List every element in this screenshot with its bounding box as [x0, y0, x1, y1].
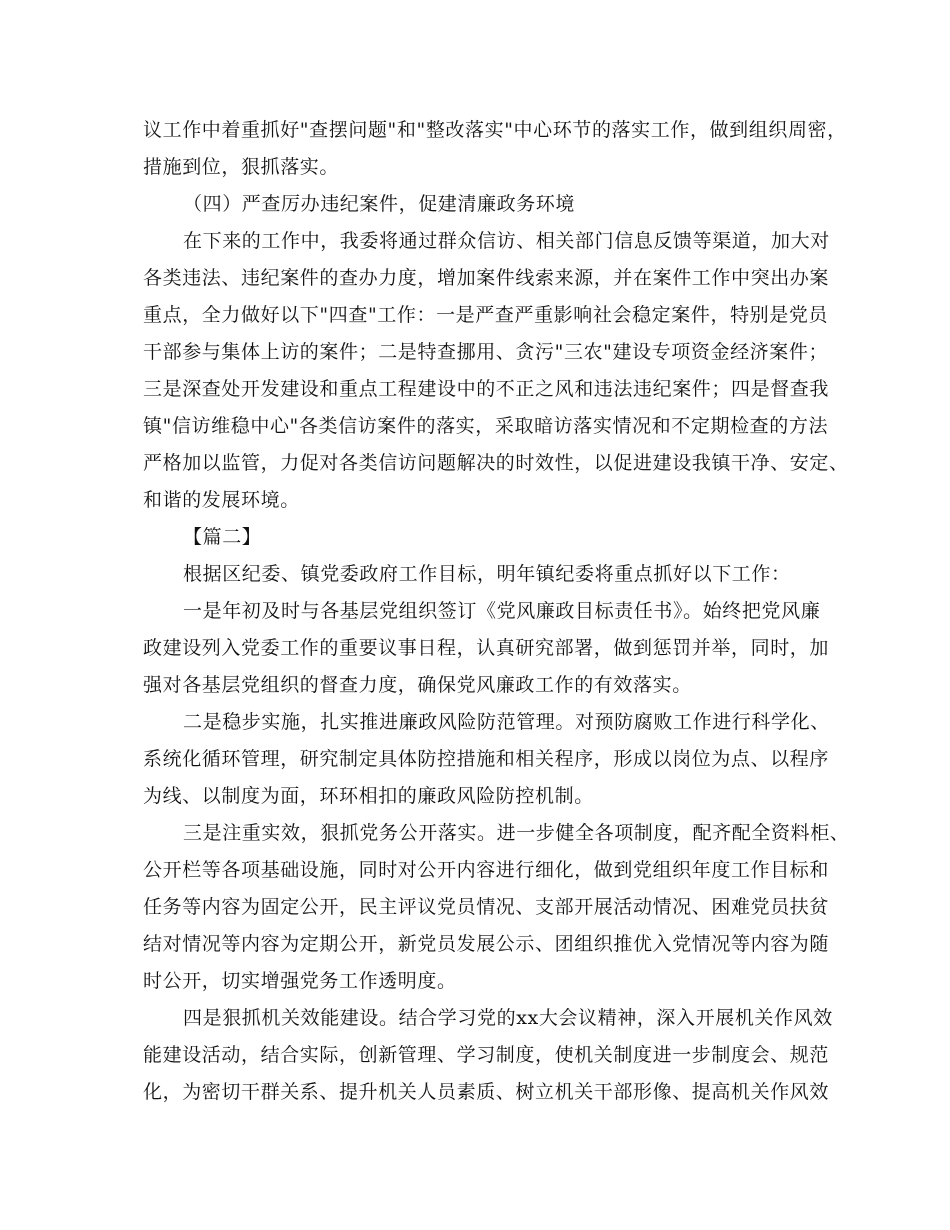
text-line: 镇"信访维稳中心"各类信访案件的落实，采取暗访落实情况和不定期检查的方法 — [143, 415, 829, 437]
text-line: 任务等内容为固定公开，民主评议党员情况、支部开展活动情况、困难党员扶贫 — [143, 896, 830, 918]
text-line: 在下来的工作中，我委将通过群众信访、相关部门信息反馈等渠道，加大对 — [183, 230, 830, 252]
text-line: 议工作中着重抓好"查摆问题"和"整改落实"中心环节的落实工作，做到组织周密， — [143, 119, 847, 141]
text-line: 二是稳步实施，扎实推进廉政风险防范管理。对预防腐败工作进行科学化、 — [183, 711, 830, 733]
text-line: 系统化循环管理，研究制定具体防控措施和相关程序，形成以岗位为点、以程序 — [143, 748, 830, 770]
text-line: 公开栏等各项基础设施，同时对公开内容进行细化，做到党组织年度工作目标和 — [143, 859, 830, 881]
text-line: 一是年初及时与各基层党组织签订《党风廉政目标责任书》。始终把党风廉 — [183, 600, 821, 622]
text-line: 严格加以监管，力促对各类信访问题解决的时效性，以促进建设我镇干净、安定、 — [143, 452, 849, 474]
text-line: 政建设列入党委工作的重要议事日程，认真研究部署，做到惩罚并举，同时，加 — [143, 637, 830, 659]
text-line: 化，为密切干群关系、提升机关人员素质、树立机关干部形像、提高机关作风效 — [143, 1081, 830, 1103]
text-line: 各类违法、违纪案件的查办力度，增加案件线索来源，并在案件工作中突出办案 — [143, 267, 830, 289]
document-body — [143, 112, 850, 1111]
text-line: 为线、以制度为面，环环相扣的廉政风险防控机制。 — [143, 785, 594, 807]
text-line: 根据区纪委、镇党委政府工作目标，明年镇纪委将重点抓好以下工作： — [183, 563, 791, 585]
text-line: 时公开，切实增强党务工作透明度。 — [143, 970, 457, 992]
text-line: 重点，全力做好以下"四查"工作：一是严查严重影响社会稳定案件，特别是党员 — [143, 304, 829, 326]
section-heading: （四）严查厉办违纪案件，促建清廉政务环境 — [183, 193, 576, 215]
text-line: 结对情况等内容为定期公开，新党员发展公示、团组织推优入党情况等内容为随 — [143, 933, 830, 955]
text-line: 措施到位，狠抓落实。 — [143, 156, 340, 178]
section-heading: 【篇二】 — [183, 526, 262, 548]
text-line: 能建设活动，结合实际，创新管理、学习制度，使机关制度进一步制度会、规范 — [143, 1044, 830, 1066]
text-line: 强对各基层党组织的督查力度，确保党风廉政工作的有效落实。 — [143, 674, 692, 696]
text-line: 和谐的发展环境。 — [143, 489, 300, 511]
text-line: 三是注重实效，狠抓党务公开落实。进一步健全各项制度，配齐配全资料柜、 — [183, 822, 850, 844]
text-line: 三是深查处开发建设和重点工程建设中的不正之风和违法违纪案件；四是督查我 — [143, 378, 830, 400]
text-line: 四是狠抓机关效能建设。结合学习党的xx大会议精神，深入开展机关作风效 — [183, 1007, 833, 1029]
text-line: 干部参与集体上访的案件；二是特查挪用、贪污"三农"建设专项资金经济案件； — [143, 341, 829, 363]
